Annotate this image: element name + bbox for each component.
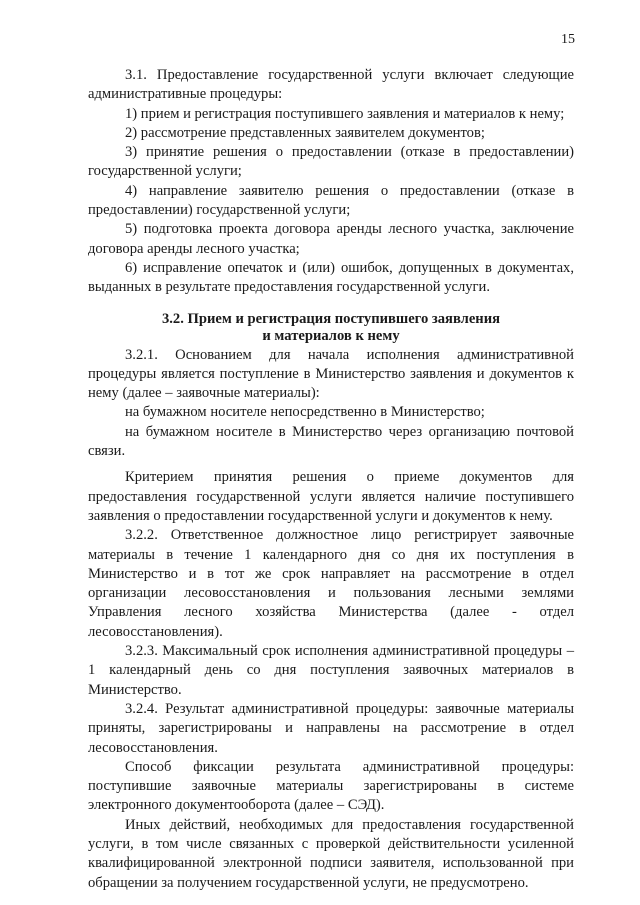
- page-number: 15: [561, 32, 575, 47]
- paragraph: Критерием принятия решения о приеме документов для предоставления государственной услуги является наличие поступившего заявления о предоставлении государственной услуги и документов к нему.: [88, 469, 574, 524]
- list-item: 1) прием и регистрация поступившего заявления и материалов к нему;: [125, 105, 565, 122]
- section-3-1-intro: 3.1. Предоставление государственной услуги включает следующие административные процедуры:: [88, 67, 574, 103]
- paragraph: 3.2.2. Ответственное должностное лицо регистрирует заявочные материалы в течение 1 календарного дня со дня их поступления в Министерство и в тот же срок направляет на рассмотрение в отдел организации лесовосстановления и пользования лесными землями Управления лесного хозяйства Министерства (далее - отдел лесовосстановления).: [88, 527, 574, 640]
- paragraph: на бумажном носителе непосредственно в Министерство;: [125, 404, 485, 421]
- paragraph: 3.2.4. Результат административной процедуры: заявочные материалы приняты, зарегистрированы и направлены на рассмотрение в отдел лесовосстановления.: [88, 700, 574, 756]
- paragraph: Способ фиксации результата административной процедуры: поступившие заявочные материалы зарегистрированы в системе электронного документооборота (далее – СЭД).: [88, 758, 574, 814]
- paragraph: на бумажном носителе в Министерство через организацию почтовой связи.: [88, 423, 574, 460]
- list-item: 4) направление заявителю решения о предоставлении (отказе в предоставлении) государственной услуги;: [88, 182, 574, 219]
- list-item: 5) подготовка проекта договора аренды лесного участка, заключение договора аренды лесного участка;: [88, 221, 574, 257]
- paragraph: Иных действий, необходимых для предоставления государственной услуги, в том числе связанных с проверкой действительности усиленной квалифицированной электронной подписи заявителя, использованной при обращении за получением государственной услуги, не предусмотрено.: [88, 816, 574, 891]
- list-item: 6) исправление опечаток и (или) ошибок, допущенных в документах, выданных в результате предоставления государственной услуги.: [88, 259, 574, 296]
- list-item: 2) рассмотрение представленных заявителем документов;: [125, 124, 485, 141]
- section-heading-line: 3.2. Прием и регистрация поступившего заявления: [161, 310, 501, 327]
- section-3-2-heading: [88, 311, 574, 346]
- document-body: [88, 66, 574, 893]
- paragraph: 3.2.1. Основанием для начала исполнения административной процедуры является поступление в Министерство заявления и документов к нему (далее – заявочные материалы):: [88, 346, 574, 402]
- list-item: 3) принятие решения о предоставлении (отказе в предоставлении) государственной услуги;: [88, 144, 574, 180]
- section-heading-line: и материалов к нему: [262, 328, 400, 345]
- paragraph: 3.2.3. Максимальный срок исполнения административной процедуры – 1 календарный день со дня поступления заявочных материалов в Министерство.: [88, 643, 574, 698]
